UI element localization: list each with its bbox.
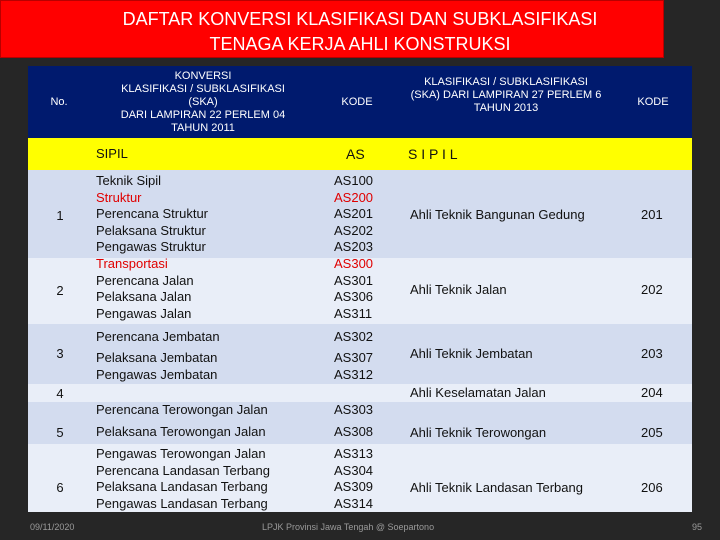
old-item-code: AS304	[334, 462, 374, 478]
row-number: 2	[56, 283, 64, 298]
row-number: 6	[56, 480, 64, 495]
new-item-name: Ahli Teknik Jembatan	[410, 346, 533, 361]
footer-page-number: 95	[692, 522, 703, 532]
new-item-code: 205	[641, 425, 663, 440]
footer-date: 09/11/2020	[30, 522, 75, 532]
title-banner	[0, 0, 664, 58]
row-number: 5	[56, 425, 64, 440]
old-item-name: Pengawas Terowongan Jalan	[96, 446, 266, 461]
old-item-code: AS200	[334, 189, 374, 205]
header-col1-line: KONVERSI	[174, 69, 232, 82]
header-col2-line: (SKA) DARI LAMPIRAN 27 PERLEM 6	[410, 88, 602, 101]
new-item-code: 204	[641, 385, 663, 400]
new-item-code: 201	[641, 207, 663, 222]
header-col1-line: KLASIFIKASI / SUBKLASIFIKASI	[121, 82, 285, 95]
old-item-name: Perencana Terowongan Jalan	[96, 402, 268, 417]
old-item-code: AS312	[334, 367, 374, 382]
old-item-name: Pelaksana Landasan Terbang	[96, 479, 268, 495]
footer-credit: LPJK Provinsi Jawa Tengah @ Soepartono	[262, 522, 435, 532]
new-item-code: 202	[641, 282, 663, 297]
old-item-code: AS203	[334, 239, 374, 255]
section-label: SIPIL	[96, 146, 128, 161]
old-item-code: AS308	[334, 424, 374, 439]
section-label-new: S I P I L	[408, 146, 458, 162]
old-item-code: AS309	[334, 479, 374, 495]
new-item-code: 206	[641, 480, 663, 495]
header-col1-line: (SKA)	[188, 95, 218, 108]
new-item-name: Ahli Keselamatan Jalan	[410, 385, 546, 400]
new-item-name: Ahli Teknik Landasan Terbang	[410, 480, 583, 495]
old-item-name: Pengawas Struktur	[96, 239, 206, 255]
old-item-code: AS100	[334, 173, 374, 188]
row-group-4	[28, 384, 692, 402]
old-item-name: Transportasi	[96, 256, 168, 271]
header-col1-line: DARI LAMPIRAN 22 PERLEM 04	[120, 108, 286, 121]
old-item-code: AS201	[334, 206, 374, 222]
old-item-code: AS307	[334, 350, 374, 365]
old-item-name: Pelaksana Terowongan Jalan	[96, 424, 266, 439]
new-item-name: Ahli Teknik Bangunan Gedung	[410, 207, 585, 222]
old-item-name: Teknik Sipil	[96, 173, 162, 188]
new-item-name: Ahli Teknik Terowongan	[410, 425, 547, 440]
header-new-classification	[398, 66, 614, 138]
header-col1-line: TAHUN 2011	[171, 121, 235, 134]
old-item-code: AS202	[334, 222, 374, 238]
old-item-code: AS300	[334, 256, 374, 271]
header-col2-line: TAHUN 2013	[473, 101, 539, 114]
old-item-name: Perencana Jembatan	[96, 329, 220, 344]
old-item-code: AS313	[334, 446, 374, 461]
old-item-name: Struktur	[96, 189, 142, 205]
old-item-name: Pengawas Landasan Terbang	[96, 495, 268, 511]
old-item-name: Perencana Struktur	[96, 206, 209, 222]
row-number: 3	[56, 346, 64, 361]
title-line-2: TENAGA KERJA AHLI KONSTRUKSI	[209, 34, 511, 54]
section-code: AS	[346, 146, 365, 162]
old-item-code: AS301	[334, 272, 374, 288]
old-item-code: AS306	[334, 289, 374, 305]
old-item-name: Pengawas Jembatan	[96, 367, 218, 382]
header-kode1-label: KODE	[341, 95, 373, 108]
old-item-code: AS302	[334, 329, 374, 344]
row-number: 1	[56, 208, 64, 223]
header-kode-new	[614, 66, 692, 138]
header-old-classification	[90, 66, 316, 138]
old-item-code: AS311	[334, 305, 373, 321]
old-item-code: AS303	[334, 402, 374, 417]
old-item-code: AS314	[334, 495, 374, 511]
header-col2-line: KLASIFIKASI / SUBKLASIFIKASI	[424, 75, 588, 88]
old-item-name: Perencana Landasan Terbang	[96, 462, 270, 478]
old-item-name: Pelaksana Jalan	[96, 289, 192, 305]
header-kode-old	[316, 66, 398, 138]
header-kode2-label: KODE	[637, 95, 669, 108]
title-line-1: DAFTAR KONVERSI KLASIFIKASI DAN SUBKLASIFIKASI	[122, 9, 598, 29]
header-no-label: No.	[50, 95, 68, 108]
header-no	[28, 66, 90, 138]
old-item-name: Pelaksana Jembatan	[96, 350, 218, 365]
row-number: 4	[56, 386, 64, 401]
new-item-code: 203	[641, 346, 663, 361]
old-item-name: Pengawas Jalan	[96, 305, 192, 321]
old-item-name: Perencana Jalan	[96, 272, 194, 288]
old-item-name: Pelaksana Struktur	[96, 222, 206, 238]
new-item-name: Ahli Teknik Jalan	[410, 282, 507, 297]
